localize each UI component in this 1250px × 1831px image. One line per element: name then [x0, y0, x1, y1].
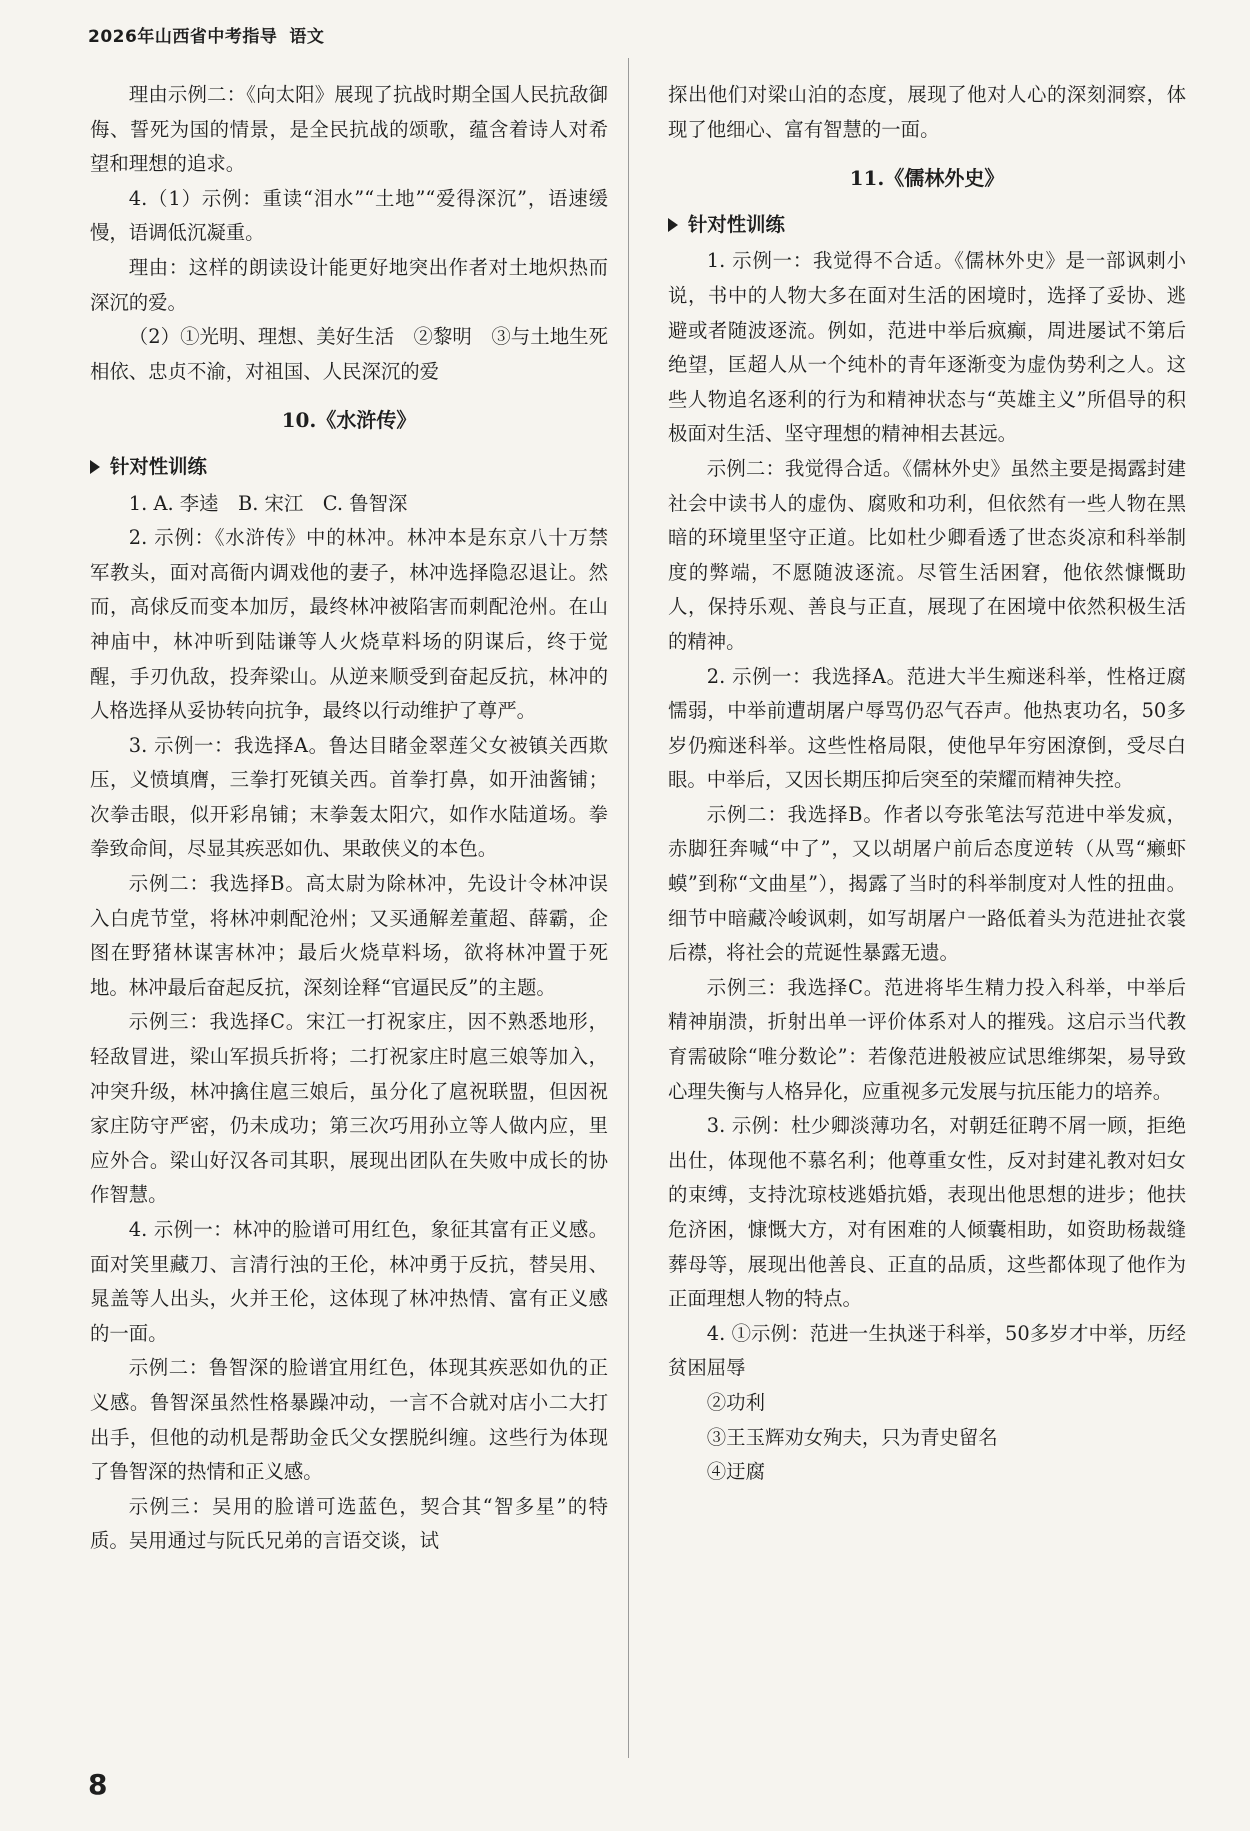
answer-paragraph: 示例三：我选择C。范进将毕生精力投入科举，中举后精神崩溃，折射出单一评价体系对人的摧残。这启示当代教育需破除“唯分数论”：若像范进般被应试思维绑架，易导致心理失衡与人格异化，应重视多元发展与抗压能力的培养。	[668, 975, 1186, 1103]
section-title: 11.《儒林外史》	[849, 166, 1005, 191]
answer-paragraph: 示例三：我选择C。宋江一打祝家庄，因不熟悉地形，轻敌冒进，梁山军损兵折将；二打祝家庄时扈三娘等加入，冲突升级，林冲擒住扈三娘后，虽分化了扈祝联盟，但因祝家庄防守严密，仍未成功；第三次巧用孙立等人做内应，里应外合。梁山好汉各司其职，展现出团队在失败中成长的协作智慧。	[90, 1010, 608, 1207]
paragraph: 理由示例二：《向太阳》展现了抗战时期全国人民抗敌御侮、誓死为国的情景，是全民抗战的颂歌，蕴含着诗人对希望和理想的追求。	[90, 83, 608, 176]
subject-label: 语文	[289, 27, 325, 47]
section-title: 10.《水浒传》	[281, 408, 417, 433]
continued-paragraph: 探出他们对梁山泊的态度，展现了他对人心的深刻洞察，体现了他细心、富有智慧的一面。	[668, 83, 1186, 141]
paragraph: 4.（1）示例：重读“泪水”“土地”“爱得深沉”，语速缓慢，语调低沉凝重。	[90, 186, 608, 245]
left-column	[90, 78, 608, 1559]
answer-paragraph: 示例二：鲁智深的脸谱宜用红色，体现其疾恶如仇的正义感。鲁智深虽然性格暴躁冲动，一言不合就对店小二大打出手，但他的动机是帮助金氏父女摆脱纠缠。这些行为体现了鲁智深的热情和正义感。	[90, 1356, 608, 1484]
answer-paragraph: 示例二：我选择B。作者以夸张笔法写范进中举发疯，赤脚狂奔喊“中了”，又以胡屠户前后态度逆转（从骂“癞虾蟆”到称“文曲星”），揭露了当时的科举制度对人性的扭曲。细节中暗藏冷峻讽刺，如写胡屠户一路低着头为范进扯衣裳后襟，将社会的荒诞性暴露无遗。	[668, 802, 1186, 965]
paragraph: （2）①光明、理想、美好生活 ②黎明 ③与土地生死相依、忠贞不渝，对祖国、人民深沉的爱	[90, 325, 608, 383]
answer-paragraph: ②功利	[706, 1390, 765, 1414]
subsection-label: 针对性训练	[688, 212, 785, 236]
answer-paragraph: 示例三：吴用的脸谱可选蓝色，契合其“智多星”的特质。吴用通过与阮氏兄弟的言语交谈，试	[90, 1494, 608, 1553]
paragraph: 理由：这样的朗读设计能更好地突出作者对土地炽热而深沉的爱。	[90, 255, 608, 314]
triangle-bullet-icon	[90, 460, 100, 474]
page-header	[88, 22, 324, 47]
answer-paragraph: 示例二：我选择B。高太尉为除林冲，先设计令林冲误入白虎节堂，将林冲刺配沧州；又买通解差董超、薛霸，企图在野猪林谋害林冲；最后火烧草料场，欲将林冲置于死地。林冲最后奋起反抗，深刻诠释“官逼民反”的主题。	[90, 872, 608, 999]
page-number: 8	[88, 1768, 108, 1801]
book-title: 2026年山西省中考指导	[88, 27, 278, 47]
subsection-heading	[668, 208, 1186, 243]
subsection-heading	[90, 450, 608, 485]
answer-paragraph: 2. 示例一：我选择A。范进大半生痴迷科举，性格迂腐懦弱，中举前遭胡屠户辱骂仍忍气吞声。他热衷功名，50多岁仍痴迷科举。这些性格局限，使他早年穷困潦倒，受尽白眼。中举后，又因长期压抑后突至的荣耀而精神失控。	[668, 664, 1186, 792]
answer-paragraph: 4. ①示例：范进一生执迷于科举，50多岁才中举，历经贫困屈辱	[668, 1321, 1186, 1380]
triangle-bullet-icon	[668, 218, 678, 232]
answer-paragraph: 3. 示例一：我选择A。鲁达目睹金翠莲父女被镇关西欺压，义愤填膺，三拳打死镇关西。首拳打鼻，如开油酱铺；次拳击眼，似开彩帛铺；末拳轰太阳穴，如作水陆道场。拳拳致命间，尽显其疾恶如仇、果敢侠义的本色。	[90, 733, 608, 861]
answer-paragraph: 1. A. 李逵 B. 宋江 C. 鲁智深	[128, 491, 408, 515]
answer-paragraph: 4. 示例一：林冲的脸谱可用红色，象征其富有正义感。面对笑里藏刀、言清行浊的王伦，林冲勇于反抗，替吴用、晁盖等人出头，火并王伦，这体现了林冲热情、富有正义感的一面。	[90, 1218, 608, 1345]
answer-paragraph: 2. 示例：《水浒传》中的林冲。林冲本是东京八十万禁军教头，面对高衙内调戏他的妻子，林冲选择隐忍退让。然而，高俅反而变本加厉，最终林冲被陷害而刺配沧州。在山神庙中，林冲听到陆谦等人火烧草料场的阴谋后，终于觉醒，手刃仇敌，投奔梁山。从逆来顺受到奋起反抗，林冲的人格选择从妥协转向抗争，最终以行动维护了尊严。	[90, 526, 608, 723]
answer-paragraph: ④迂腐	[706, 1460, 765, 1484]
answer-paragraph: 3. 示例：杜少卿淡薄功名，对朝廷征聘不屑一顾，拒绝出仕，体现他不慕名利；他尊重女性，反对封建礼教对妇女的束缚，支持沈琼枝逃婚抗婚，表现出他思想的进步；他扶危济困，慷慨大方，对有困难的人倾囊相助，如资助杨裁缝葬母等，展现出他善良、正直的品质，这些都体现了他作为正面理想人物的特点。	[668, 1114, 1186, 1311]
answer-paragraph: 1. 示例一：我觉得不合适。《儒林外史》是一部讽刺小说，书中的人物大多在面对生活的困境时，选择了妥协、逃避或者随波逐流。例如，范进中举后疯癫，周进屡试不第后绝望，匡超人从一个纯朴的青年逐渐变为虚伪势利之人。这些人物追名逐利的行为和精神状态与“英雄主义”所倡导的积极面对生活、坚守理想的精神相去甚远。	[668, 249, 1186, 446]
column-divider	[628, 58, 629, 1758]
right-column	[668, 78, 1186, 1490]
answer-paragraph: ③王玉辉劝女殉夫，只为青史留名	[706, 1425, 998, 1449]
answer-paragraph: 示例二：我觉得合适。《儒林外史》虽然主要是揭露封建社会中读书人的虚伪、腐败和功利，但依然有一些人物在黑暗的环境里坚守正道。比如杜少卿看透了世态炎凉和科举制度的弊端，不愿随波逐流。尽管生活困窘，他依然慷慨助人，保持乐观、善良与正直，展现了在困境中依然积极生活的精神。	[668, 456, 1186, 653]
subsection-label: 针对性训练	[110, 454, 207, 478]
